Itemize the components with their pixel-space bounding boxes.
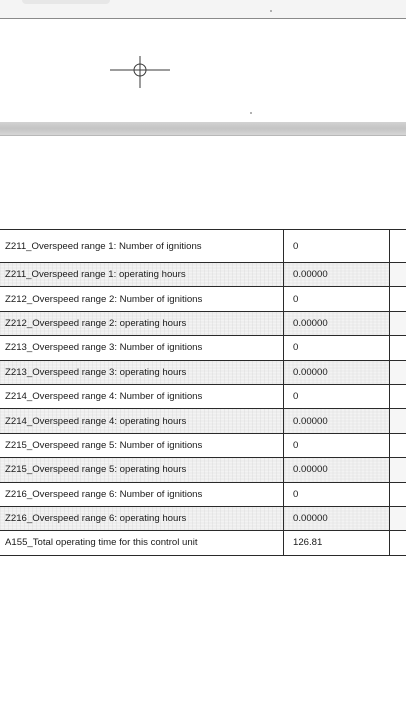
table-row xyxy=(0,409,406,433)
page-separator-band xyxy=(0,122,406,135)
param-value-cell: 0 xyxy=(284,230,390,263)
table-row xyxy=(0,287,406,311)
table-row xyxy=(0,482,406,506)
parameter-table xyxy=(0,229,406,556)
extra-cell xyxy=(390,384,406,408)
extra-cell xyxy=(390,409,406,433)
table-row xyxy=(0,230,406,263)
parameter-table-wrapper xyxy=(0,229,406,556)
param-name-cell: Z215_Overspeed range 5: operating hours xyxy=(0,458,284,482)
table-row xyxy=(0,311,406,335)
param-value-cell: 126.81 xyxy=(284,531,390,555)
param-name-cell: Z216_Overspeed range 6: operating hours xyxy=(0,506,284,530)
extra-cell xyxy=(390,482,406,506)
extra-cell xyxy=(390,311,406,335)
param-name-cell: Z214_Overspeed range 4: operating hours xyxy=(0,409,284,433)
param-value-cell: 0 xyxy=(284,287,390,311)
extra-cell xyxy=(390,336,406,360)
param-name-cell: A155_Total operating time for this control unit xyxy=(0,531,284,555)
param-name-cell: Z216_Overspeed range 6: Number of ignitions xyxy=(0,482,284,506)
param-name-cell: Z211_Overspeed range 1: Number of ignitions xyxy=(0,230,284,263)
param-value-cell: 0.00000 xyxy=(284,409,390,433)
top-rule xyxy=(0,18,406,19)
param-name-cell: Z212_Overspeed range 2: Number of ignitions xyxy=(0,287,284,311)
param-value-cell: 0 xyxy=(284,384,390,408)
param-value-cell: 0 xyxy=(284,336,390,360)
param-name-cell: Z213_Overspeed range 3: Number of ignitions xyxy=(0,336,284,360)
top-pill xyxy=(22,0,110,4)
crosshair-icon xyxy=(110,56,170,88)
extra-cell xyxy=(390,458,406,482)
extra-cell xyxy=(390,433,406,457)
scan-speck xyxy=(270,10,272,12)
scan-speck xyxy=(250,112,252,114)
table-row xyxy=(0,384,406,408)
param-name-cell: Z214_Overspeed range 4: Number of ignitions xyxy=(0,384,284,408)
param-name-cell: Z211_Overspeed range 1: operating hours xyxy=(0,263,284,287)
param-value-cell: 0.00000 xyxy=(284,311,390,335)
param-value-cell: 0 xyxy=(284,433,390,457)
param-name-cell: Z213_Overspeed range 3: operating hours xyxy=(0,360,284,384)
table-row xyxy=(0,506,406,530)
extra-cell xyxy=(390,230,406,263)
table-row xyxy=(0,263,406,287)
table-row xyxy=(0,360,406,384)
table-row xyxy=(0,531,406,555)
extra-cell xyxy=(390,263,406,287)
extra-cell xyxy=(390,506,406,530)
param-name-cell: Z215_Overspeed range 5: Number of ignitions xyxy=(0,433,284,457)
extra-cell xyxy=(390,360,406,384)
param-value-cell: 0.00000 xyxy=(284,263,390,287)
param-value-cell: 0.00000 xyxy=(284,458,390,482)
param-value-cell: 0.00000 xyxy=(284,360,390,384)
extra-cell xyxy=(390,531,406,555)
param-value-cell: 0.00000 xyxy=(284,506,390,530)
param-name-cell: Z212_Overspeed range 2: operating hours xyxy=(0,311,284,335)
page-separator-edge xyxy=(0,135,406,136)
table-row xyxy=(0,458,406,482)
table-row xyxy=(0,336,406,360)
table-row xyxy=(0,433,406,457)
param-value-cell: 0 xyxy=(284,482,390,506)
extra-cell xyxy=(390,287,406,311)
